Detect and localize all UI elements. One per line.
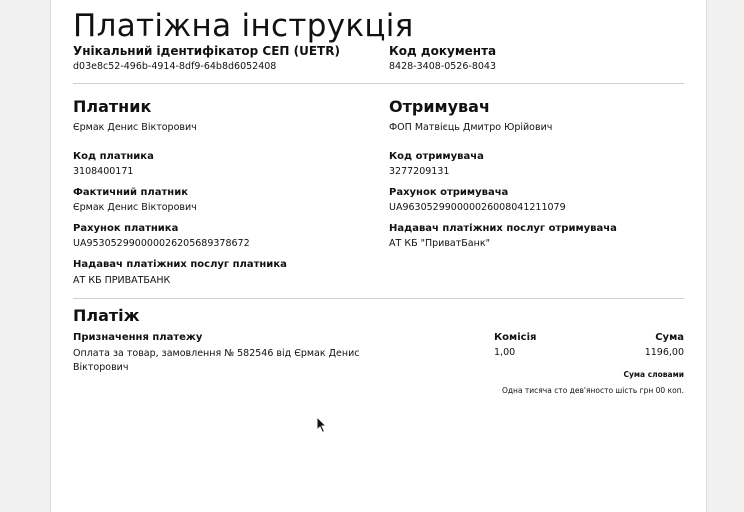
uetr-value: d03e8c52-496b-4914-8df9-64b8d6052408	[73, 61, 277, 72]
recipient-provider-label: Надавач платіжних послуг отримувача	[389, 223, 617, 234]
sum-words-label: Сума словами	[623, 370, 684, 379]
commission-label: Комісія	[494, 332, 537, 343]
purpose-label: Призначення платежу	[73, 332, 203, 343]
sum-words-value: Одна тисяча сто дев'яносто шість грн 00 коп.	[501, 386, 684, 395]
recipient-account-value: UA963052990000026008041211079	[389, 202, 566, 213]
doc-code-label: Код документа	[389, 44, 497, 58]
sum-label: Сума	[655, 332, 684, 343]
recipient-code-label: Код отримувача	[389, 151, 484, 162]
recipient-code-value: 3277209131	[389, 166, 450, 177]
sum-value: 1196,00	[644, 347, 684, 358]
page-title: Платіжна інструкція	[73, 8, 414, 44]
recipient-heading: Отримувач	[389, 97, 490, 116]
mouse-cursor-icon	[316, 416, 328, 434]
recipient-name: ФОП Матвієць Дмитро Юрійович	[389, 122, 553, 133]
payer-account-value: UA953052990000026205689378672	[73, 238, 250, 249]
payer-account-label: Рахунок платника	[73, 223, 179, 234]
payer-code-label: Код платника	[73, 151, 154, 162]
actual-payer-value: Єрмак Денис Вікторович	[73, 202, 197, 213]
payer-provider-label: Надавач платіжних послуг платника	[73, 259, 287, 270]
doc-code-value: 8428-3408-0526-8043	[389, 61, 496, 72]
payment-heading: Платіж	[73, 306, 140, 325]
payer-name: Єрмак Денис Вікторович	[73, 122, 197, 133]
document-page	[50, 0, 707, 512]
actual-payer-label: Фактичний платник	[73, 187, 189, 198]
purpose-value: Оплата за товар, замовлення № 582546 від Єрмак Денис Вікторович	[73, 348, 360, 373]
recipient-account-label: Рахунок отримувача	[389, 187, 509, 198]
payer-heading: Платник	[73, 97, 152, 116]
uetr-label: Унікальний ідентифікатор СЕП (UETR)	[73, 44, 340, 58]
payer-provider-value: АТ КБ ПРИВАТБАНК	[73, 275, 171, 286]
divider	[73, 298, 684, 299]
divider	[73, 83, 684, 84]
recipient-provider-value: АТ КБ "ПриватБанк"	[389, 238, 490, 249]
payer-code-value: 3108400171	[73, 166, 134, 177]
commission-value: 1,00	[494, 347, 516, 358]
